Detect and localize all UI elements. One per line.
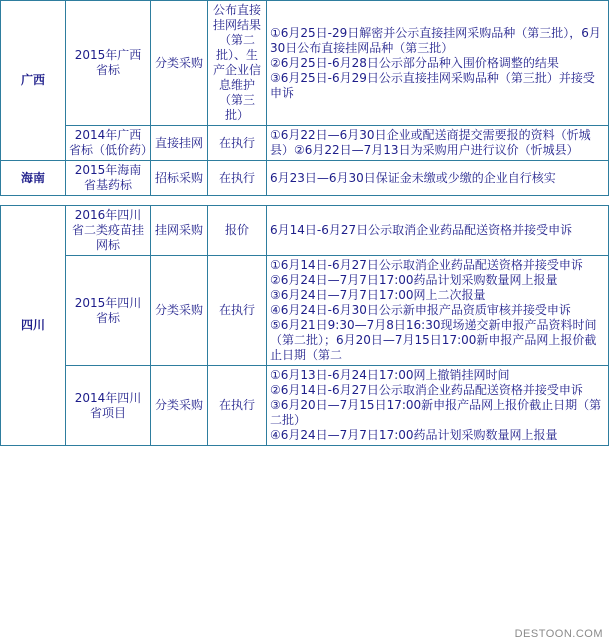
detail-cell xyxy=(267,1,609,126)
table-gap xyxy=(0,196,609,205)
detail-line: ①6月13日-6月24日17:00网上撤销挂网时间 xyxy=(270,368,510,382)
detail-line: ④6月24日—7月7日17:00药品计划采购数量网上报量 xyxy=(270,428,558,442)
region-cell: 海南 xyxy=(1,161,66,196)
detail-line: 6月14日-6月27日公示取消企业药品配送资格并接受申诉 xyxy=(270,223,573,237)
detail-line: ⑤6月21日9:30—7月8日16:30现场递交新申报产品资料时间（第二批）；6月20日—7月15日17:00新申报产品网上报价截止日期（第二 xyxy=(270,318,597,362)
detail-line: ②6月14日-6月27日公示取消企业药品配送资格并接受申诉 xyxy=(270,383,583,397)
detail-cell xyxy=(267,126,609,161)
table-row xyxy=(1,161,609,196)
project-name-cell: 2015年广西省标 xyxy=(66,1,151,126)
detail-cell xyxy=(267,206,609,256)
table-row xyxy=(1,206,609,256)
table-row xyxy=(1,366,609,446)
status-cell: 在执行 xyxy=(208,366,267,446)
region-cell: 四川 xyxy=(1,206,66,446)
detail-line: ③6月25日-6月29日公示直接挂网采购品种（第三批）并接受申诉 xyxy=(270,70,595,100)
detail-line: ②6月25日-6月28日公示部分品种入围价格调整的结果 xyxy=(270,55,559,70)
purchase-type-cell: 挂网采购 xyxy=(151,206,208,256)
purchase-type-cell: 分类采购 xyxy=(151,1,208,126)
detail-cell xyxy=(267,256,609,366)
project-name-cell: 2015年海南省基药标 xyxy=(66,161,151,196)
watermark: DESTOON.COM xyxy=(514,628,603,640)
detail-line: ③6月20日—7月15日17:00新申报产品网上报价截止日期（第二批） xyxy=(270,398,602,427)
table-body xyxy=(1,1,609,196)
detail-cell xyxy=(267,161,609,196)
project-name-cell: 2014年四川省项目 xyxy=(66,366,151,446)
procurement-table-sichuan xyxy=(0,205,609,446)
status-cell: 在执行 xyxy=(208,161,267,196)
detail-line: ①6月14日-6月27日公示取消企业药品配送资格并接受申诉 xyxy=(270,258,583,272)
region-cell: 广西 xyxy=(1,1,66,161)
status-cell: 在执行 xyxy=(208,126,267,161)
status-cell: 公布直接挂网结果（第二批）、生产企业信息维护（第三批） xyxy=(208,1,267,126)
table-body xyxy=(1,206,609,446)
purchase-type-cell: 分类采购 xyxy=(151,366,208,446)
status-cell: 报价 xyxy=(208,206,267,256)
status-cell: 在执行 xyxy=(208,256,267,366)
table-row xyxy=(1,256,609,366)
project-name-cell: 2014年广西省标（低价药） xyxy=(66,126,151,161)
detail-cell xyxy=(267,366,609,446)
project-name-cell: 2015年四川省标 xyxy=(66,256,151,366)
purchase-type-cell: 直接挂网 xyxy=(151,126,208,161)
procurement-table xyxy=(0,0,609,196)
purchase-type-cell: 招标采购 xyxy=(151,161,208,196)
detail-line: ④6月24日-6月30日公示新申报产品资质审核并接受申诉 xyxy=(270,303,571,317)
detail-line: 6月23日—6月30日保证金未缴或少缴的企业自行核实 xyxy=(270,170,556,185)
table-row xyxy=(1,126,609,161)
detail-line: ③6月24日—7月7日17:00网上二次报量 xyxy=(270,288,486,302)
project-name-cell: 2016年四川省二类疫苗挂网标 xyxy=(66,206,151,256)
purchase-type-cell: 分类采购 xyxy=(151,256,208,366)
detail-line: ②6月24日—7月7日17:00药品计划采购数量网上报量 xyxy=(270,273,558,287)
detail-line: ①6月22日—6月30日企业或配送商提交需要报的资料（忻城县）②6月22日—7月13日为采购用户进行议价（忻城县） xyxy=(270,128,591,157)
detail-line: ①6月25日-29日解密并公示直接挂网采购品种（第三批），6月30日公布直接挂网品种（第三批） xyxy=(270,25,601,55)
table-row xyxy=(1,1,609,126)
